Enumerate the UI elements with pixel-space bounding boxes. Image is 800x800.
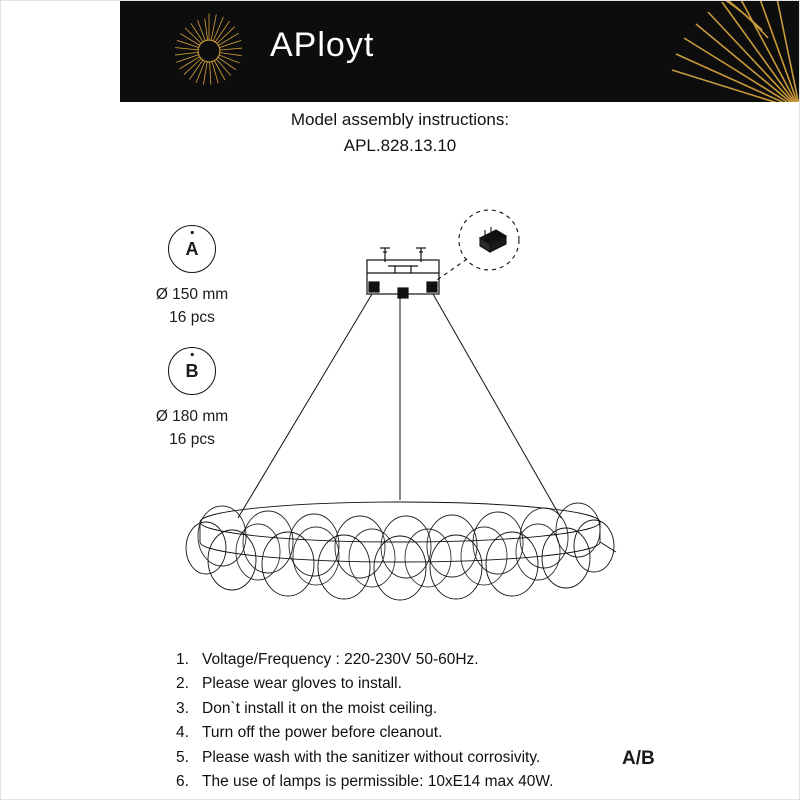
- part-a-quantity: 16 pcs: [169, 309, 215, 327]
- terminal-block-icon: [437, 210, 519, 280]
- list-item-number: 4.: [176, 724, 189, 742]
- ab-callout-label: A/B: [622, 748, 655, 769]
- part-a-badge: A: [168, 225, 216, 273]
- cable-left: [238, 294, 372, 518]
- list-item-number: 3.: [176, 699, 189, 717]
- list-item-number: 2.: [176, 675, 189, 693]
- list-item: [176, 648, 796, 672]
- list-item: [176, 721, 796, 745]
- ceiling-mount-icon: [367, 248, 439, 298]
- page-title: [0, 110, 800, 156]
- cable-right: [433, 294, 561, 518]
- fan-rays-icon: [500, 0, 800, 102]
- brand-banner: [120, 0, 800, 102]
- ring-chandelier-icon: [186, 502, 616, 600]
- model-code: APL.828.13.10: [343, 136, 457, 155]
- part-b-quantity: 16 pcs: [169, 431, 215, 449]
- list-item-text: Please wear gloves to install.: [202, 675, 402, 693]
- instructions-list: [176, 648, 796, 795]
- part-b-diameter: Ø 180 mm: [155, 408, 229, 425]
- list-item: [176, 770, 796, 794]
- list-item-text: Please wash with the sanitizer without corrosivity.: [202, 748, 541, 766]
- instructions-title: Model assembly instructions:: [290, 110, 510, 129]
- list-item-text: Turn off the power before cleanout.: [202, 724, 443, 742]
- sunburst-logo-icon: [170, 12, 248, 90]
- list-item-number: 5.: [176, 748, 189, 766]
- part-b-badge: B: [168, 347, 216, 395]
- list-item-number: 1.: [176, 651, 189, 668]
- list-item: [176, 697, 796, 721]
- fixture-diagram-svg: [0, 170, 800, 640]
- list-item-text: Don`t install it on the moist ceiling.: [202, 699, 438, 717]
- brand-name: APloyt: [270, 26, 375, 64]
- part-a-diameter: Ø 150 mm: [155, 286, 229, 303]
- list-item-number: 6.: [176, 773, 189, 791]
- list-item-text: The use of lamps is permissible: 10xE14 max 40W.: [202, 773, 554, 791]
- list-item-text: Voltage/Frequency : 220-230V 50-60Hz.: [202, 651, 479, 668]
- list-item: [176, 672, 796, 696]
- list-item: [176, 746, 796, 770]
